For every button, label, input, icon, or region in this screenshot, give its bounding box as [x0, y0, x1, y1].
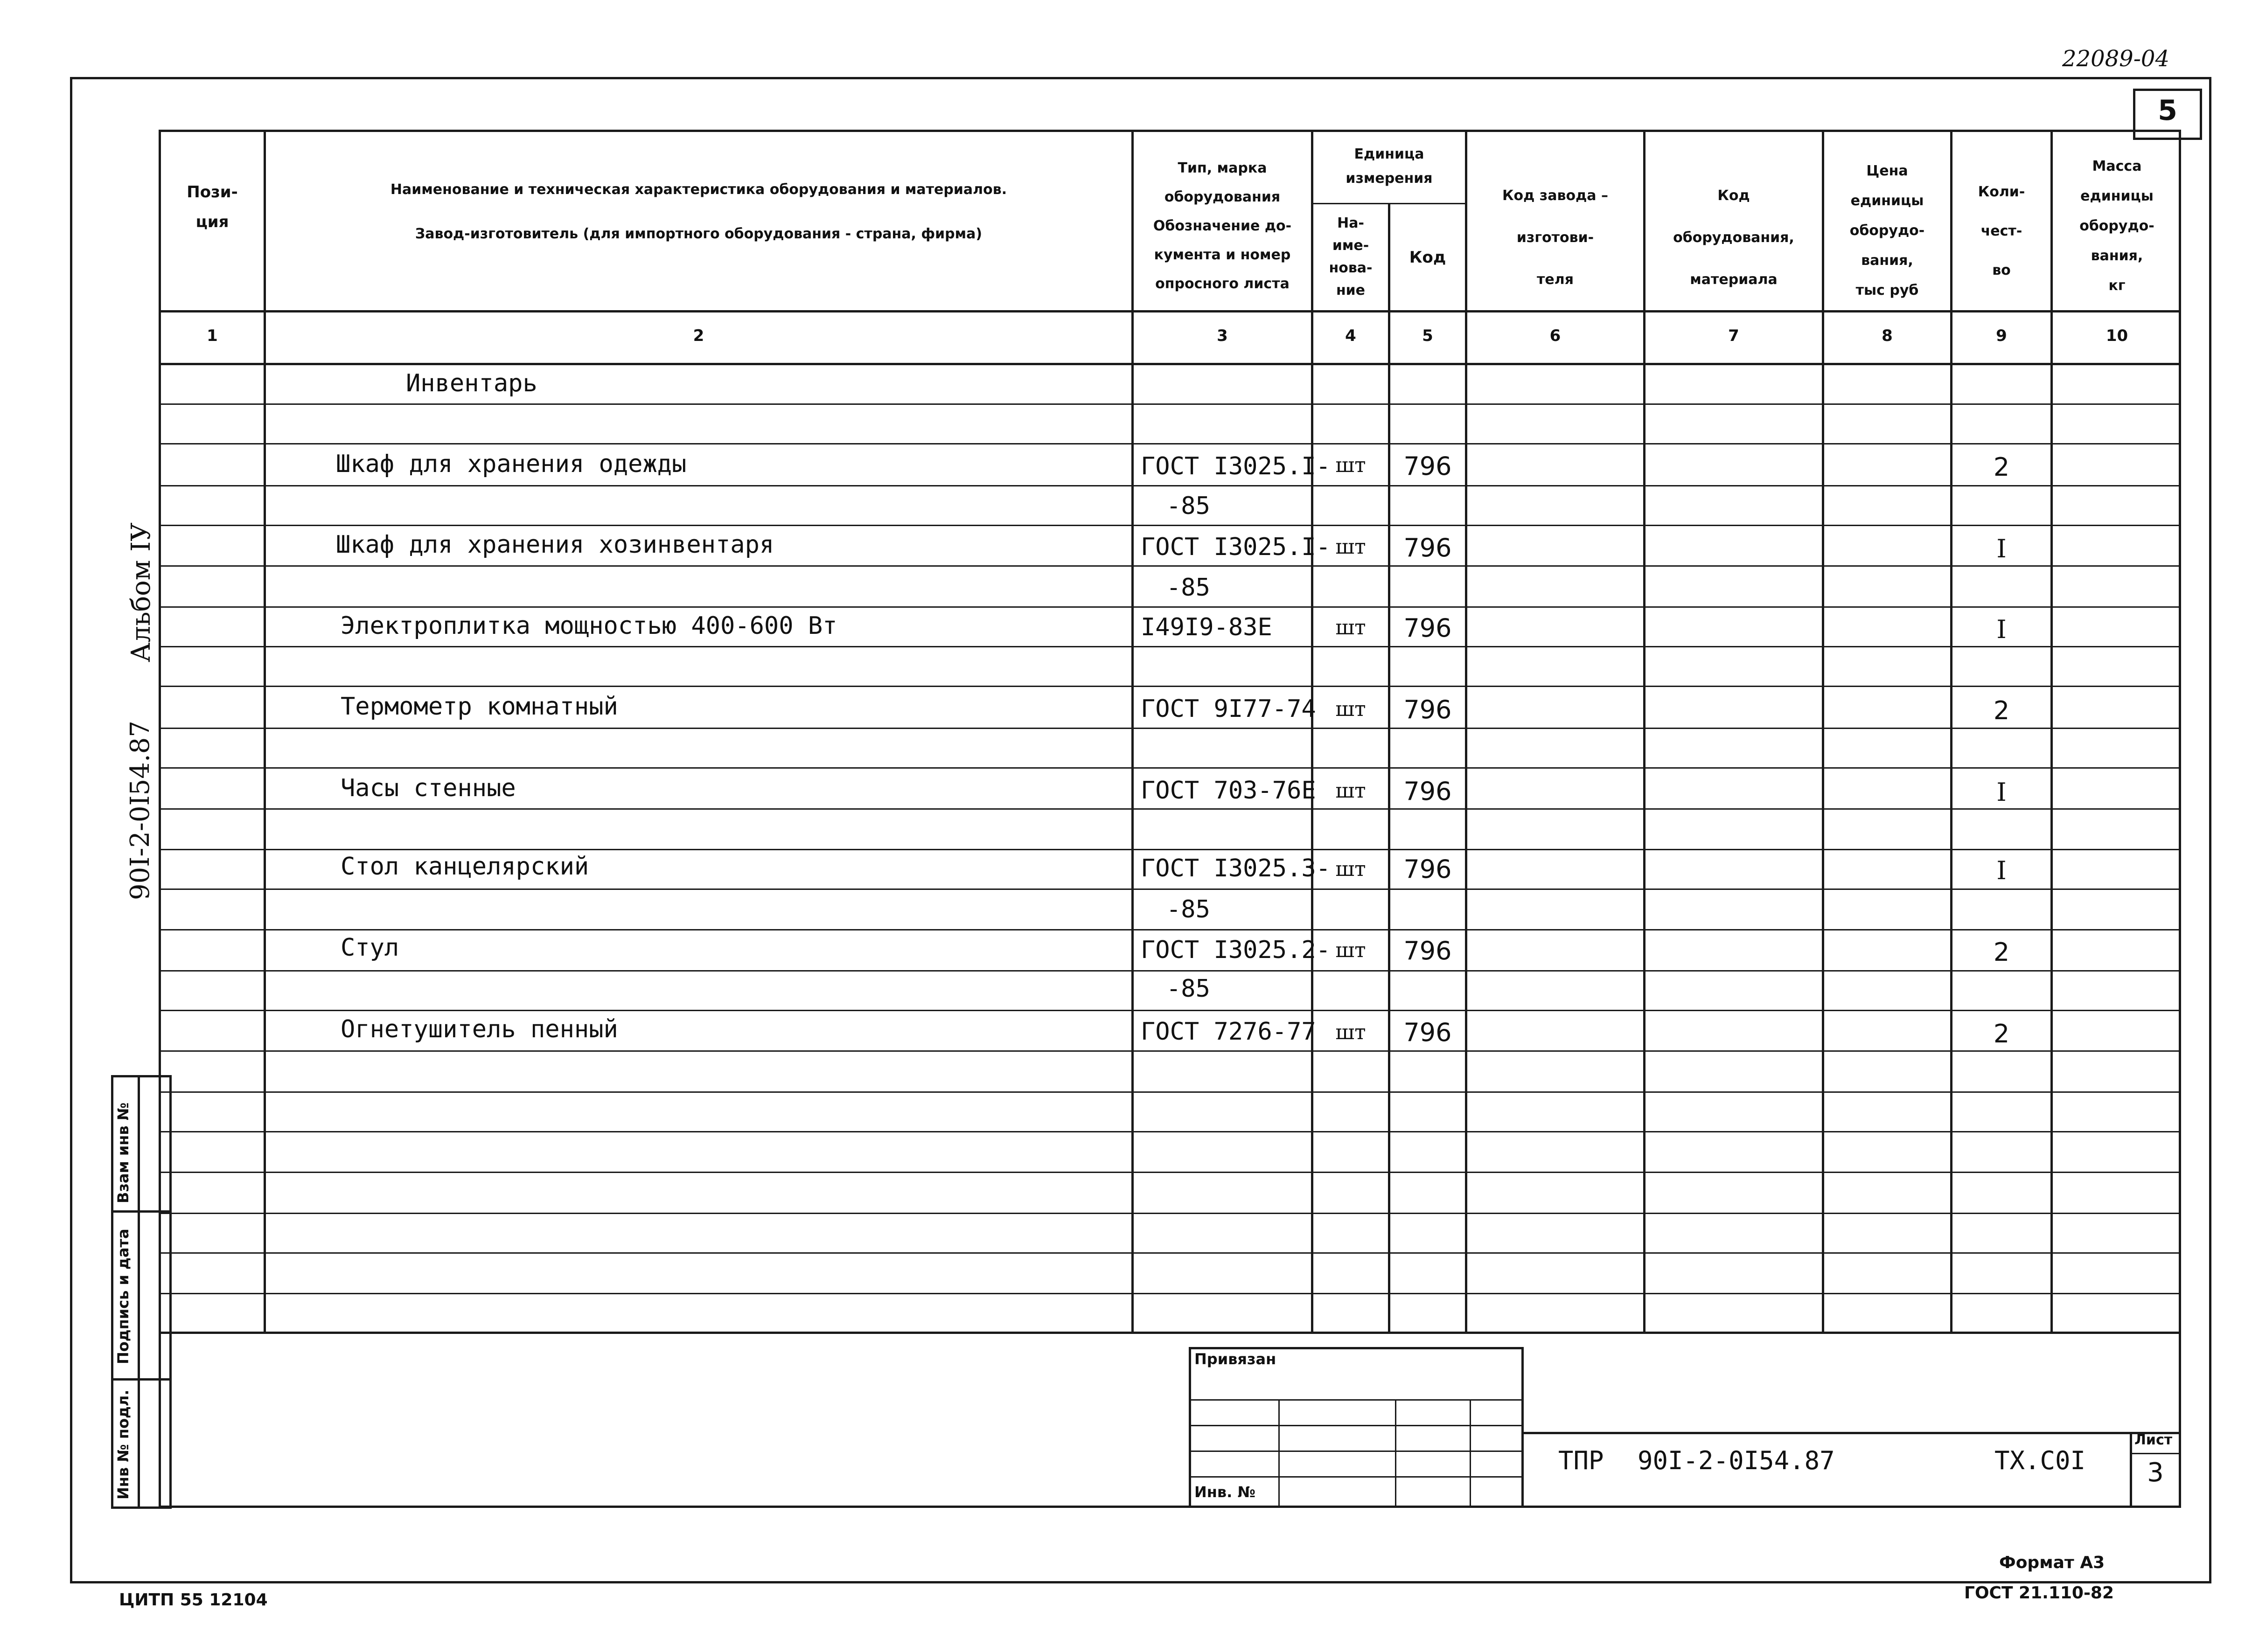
- privyazan-vline-1: [1278, 1399, 1280, 1508]
- privyazan-line-1: [1189, 1399, 1524, 1401]
- row-4-unit: шт: [1335, 697, 1366, 721]
- row-6-code: 796: [1403, 854, 1452, 884]
- row-3-name: Электроплитка мощностью 400-600 Вт: [341, 612, 837, 640]
- row-4-doc: ГОСТ 9I77-74: [1141, 695, 1316, 723]
- sheet-label: Лист: [2134, 1432, 2173, 1448]
- row-2-doc: ГОСТ I3025.I-: [1141, 533, 1331, 561]
- row-2-unit: шт: [1335, 535, 1366, 559]
- colnum-4: 4: [1345, 326, 1356, 345]
- row-7-qty: 2: [1993, 937, 2010, 967]
- title-doc-code: ТХ.С0I: [1994, 1446, 2086, 1475]
- row-3-unit: шт: [1335, 616, 1366, 639]
- col-divider-8: [1950, 130, 1952, 1333]
- row-7-unit: шт: [1335, 938, 1366, 962]
- row-3-doc: I49I9-83E: [1141, 613, 1272, 641]
- row-inventory-heading: Инвентарь: [406, 369, 537, 397]
- side-stamp-vzam: Взам инв №: [114, 1102, 132, 1203]
- header-bottom-line: [159, 310, 2181, 312]
- row-1-doc: ГОСТ I3025.I-: [1141, 452, 1331, 480]
- format-standard: ГОСТ 21.110-82: [1964, 1583, 2114, 1603]
- privyazan-label: Привязан: [1194, 1350, 1276, 1368]
- header-unit-price: Цена единицы оборудо- вания, тыс руб: [1849, 163, 1925, 298]
- page-number: 5: [2158, 94, 2177, 127]
- row-2-doc-cont: -85: [1166, 574, 1210, 602]
- album-label: Альбом IУ: [126, 522, 156, 662]
- colnum-8: 8: [1882, 326, 1893, 345]
- title-tpr: ТПР: [1558, 1446, 1604, 1475]
- row-6-doc-cont: -85: [1166, 895, 1210, 923]
- top-document-number: 22089-04: [2062, 46, 2169, 72]
- row-4-code: 796: [1403, 695, 1452, 724]
- row-6-name: Стол канцелярский: [341, 853, 589, 881]
- row-5-unit: шт: [1335, 779, 1366, 803]
- row-1-name: Шкаф для хранения одежды: [336, 450, 687, 478]
- row-7-doc-cont: -85: [1166, 975, 1210, 1003]
- sheet-value: 3: [2147, 1458, 2164, 1488]
- privyazan-line-3: [1189, 1451, 1524, 1452]
- header-manufacturer-code: Код завода – изготови- теля: [1502, 187, 1608, 288]
- row-6-doc: ГОСТ I3025.3-: [1141, 854, 1331, 882]
- header-unit-code: Код: [1409, 248, 1446, 267]
- row-7-name: Стул: [341, 934, 399, 962]
- inv-no-label: Инв. №: [1194, 1483, 1255, 1501]
- colnum-5: 5: [1422, 326, 1433, 345]
- row-5-name: Часы стенные: [341, 774, 516, 802]
- row-1-doc-cont: -85: [1166, 492, 1210, 520]
- colnum-3: 3: [1217, 326, 1228, 345]
- title-project-code: 90I-2-0I54.87: [1638, 1446, 1835, 1475]
- header-unit-name: На- име- нова- ние: [1329, 215, 1373, 298]
- col-divider-2: [1131, 130, 1134, 1333]
- row-8-code: 796: [1403, 1018, 1452, 1047]
- bottom-left-code: ЦИТП 55 12104: [119, 1590, 268, 1610]
- colnum-bottom-line: [159, 363, 2181, 365]
- project-code-side: 90I-2-0I54.87: [125, 721, 155, 900]
- row-4-qty: 2: [1993, 696, 2010, 725]
- col-divider-7: [1822, 130, 1824, 1333]
- colnum-7: 7: [1728, 326, 1739, 345]
- row-3-qty: I: [1996, 615, 2007, 644]
- row-1-code: 796: [1403, 451, 1452, 481]
- privyazan-line-4: [1189, 1476, 1524, 1478]
- row-8-unit: шт: [1335, 1020, 1366, 1044]
- row-8-qty: 2: [1993, 1019, 2010, 1048]
- colnum-2: 2: [693, 326, 704, 345]
- title-block-top-line: [1524, 1432, 2181, 1434]
- row-5-doc: ГОСТ 703-76E: [1141, 777, 1316, 805]
- privyazan-line-2: [1189, 1425, 1524, 1426]
- row-7-code: 796: [1403, 936, 1452, 965]
- row-2-qty: I: [1996, 534, 2007, 563]
- row-1-qty: 2: [1993, 452, 2010, 482]
- header-name-line2: Завод-изготовитель (для импортного оборудования - страна, фирма): [415, 226, 983, 242]
- row-6-qty: I: [1996, 856, 2007, 885]
- col-divider-3: [1311, 130, 1313, 1333]
- header-type-doc: Тип, марка оборудования Обозначение до- кумента и номер опросного листа: [1153, 160, 1292, 292]
- privyazan-vline-3: [1470, 1399, 1471, 1508]
- side-stamp-podpis: Подпись и дата: [114, 1229, 132, 1364]
- row-8-doc: ГОСТ 7276-77: [1141, 1018, 1316, 1046]
- side-stamp-divider-2: [111, 1378, 172, 1381]
- col-divider-1: [264, 130, 266, 1333]
- colnum-1: 1: [207, 326, 218, 345]
- row-1-unit: шт: [1335, 453, 1366, 477]
- col-divider-9: [2050, 130, 2053, 1333]
- colnum-9: 9: [1996, 326, 2007, 345]
- row-4-name: Термометр комнатный: [341, 693, 618, 721]
- row-8-name: Огнетушитель пенный: [341, 1015, 618, 1043]
- header-quantity: Коли- чест- во: [1978, 184, 2025, 278]
- col-divider-6: [1643, 130, 1645, 1333]
- colnum-10: 10: [2106, 326, 2128, 345]
- row-7-doc: ГОСТ I3025.2-: [1141, 936, 1331, 964]
- side-stamp-divider-v: [138, 1075, 140, 1509]
- header-unit-mass: Масса единицы оборудо- вания, кг: [2079, 158, 2154, 294]
- header-name-line1: Наименование и техническая характеристика оборудования и материалов.: [390, 181, 1007, 198]
- row-2-code: 796: [1403, 533, 1452, 562]
- privyazan-vline-2: [1395, 1399, 1396, 1508]
- row-2-name: Шкаф для хранения хозинвентаря: [336, 531, 774, 559]
- row-6-unit: шт: [1335, 857, 1366, 881]
- side-stamp-divider-1: [111, 1210, 172, 1213]
- colnum-6: 6: [1549, 326, 1561, 345]
- header-position: Пози- ция: [187, 183, 238, 231]
- header-equipment-code: Код оборудования, материала: [1673, 187, 1794, 288]
- col-divider-5: [1465, 130, 1467, 1333]
- row-5-qty: I: [1996, 777, 2007, 807]
- header-unit-group: Единица измерения: [1346, 146, 1433, 187]
- sheet-box-line: [2130, 1453, 2181, 1454]
- row-3-code: 796: [1403, 613, 1452, 643]
- side-stamp-inv: Инв № подл.: [114, 1389, 132, 1499]
- row-5-code: 796: [1403, 777, 1452, 806]
- table-body-bottom-line: [159, 1332, 2181, 1334]
- format-label: Формат А3: [1999, 1553, 2105, 1572]
